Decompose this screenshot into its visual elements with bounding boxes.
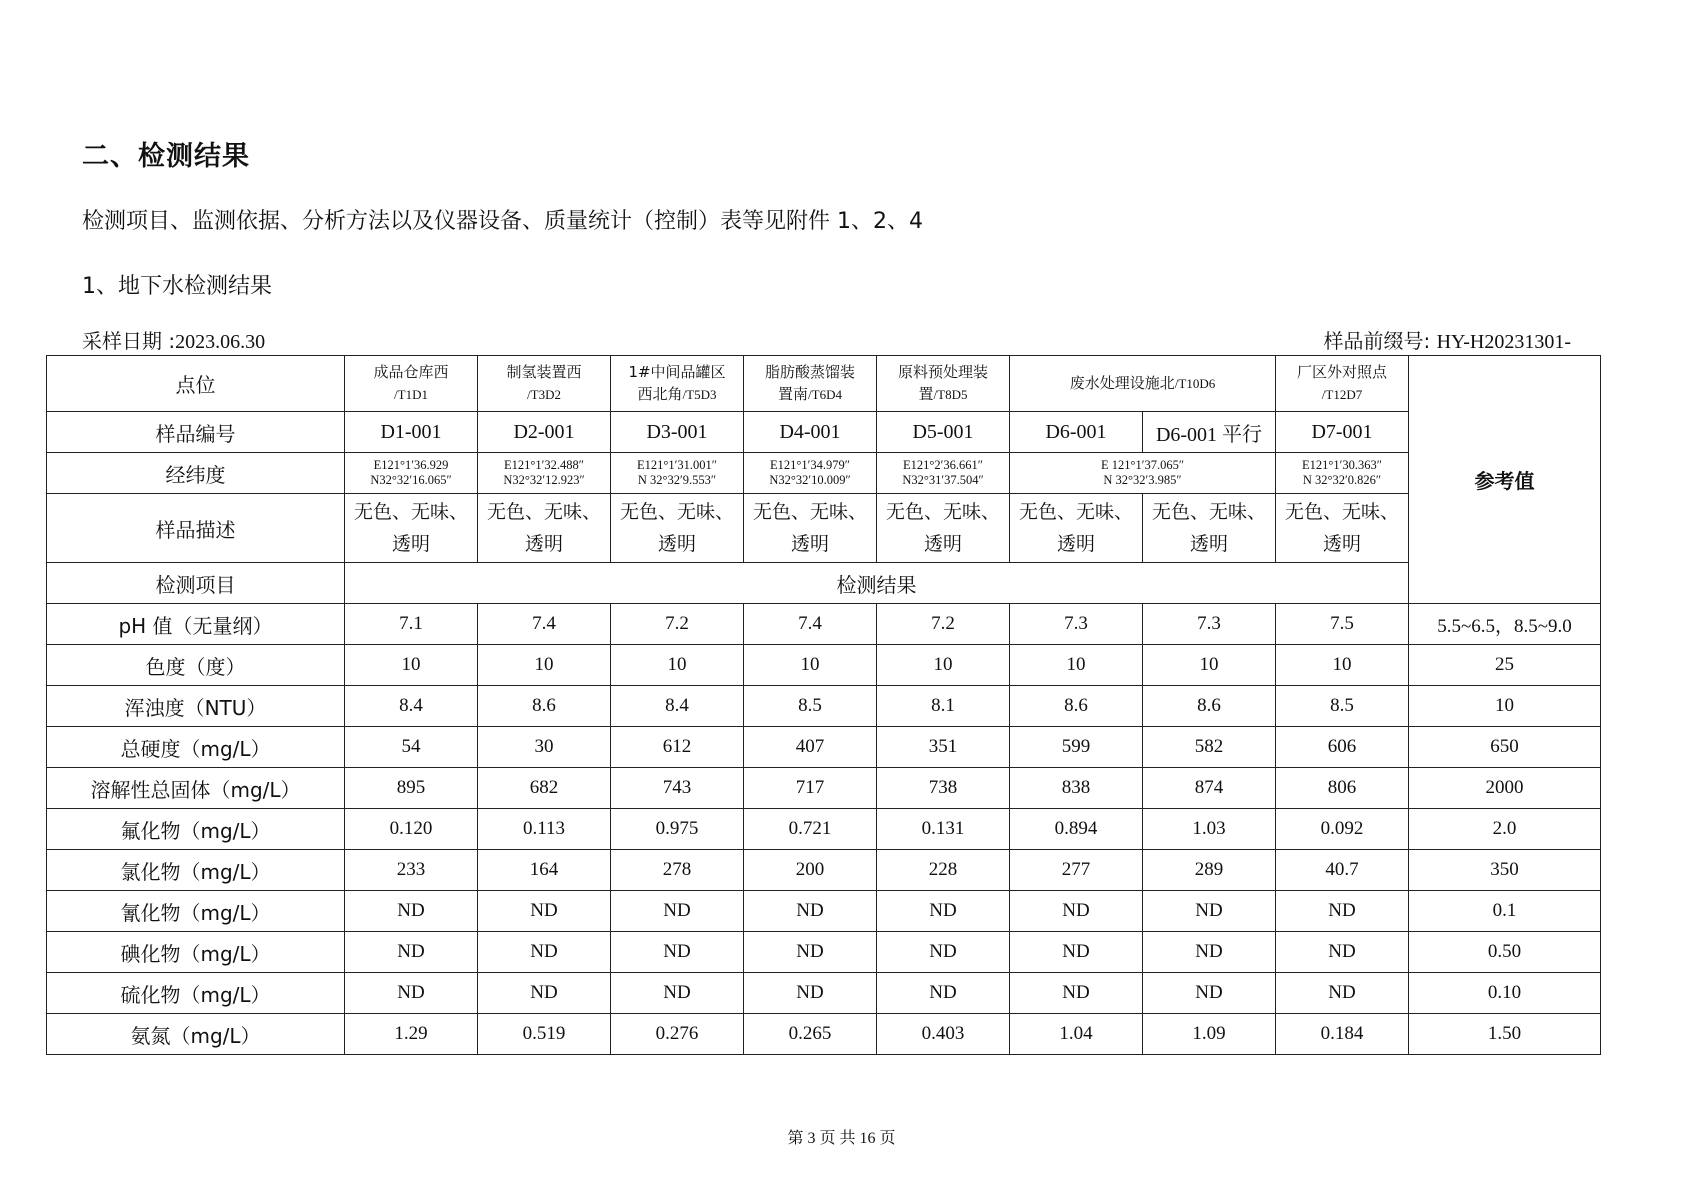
result-cell: ND	[744, 932, 877, 973]
result-cell: 0.265	[744, 1014, 877, 1055]
result-cell: ND	[478, 932, 611, 973]
result-cell: ND	[1143, 973, 1276, 1014]
result-cell: ND	[345, 932, 478, 973]
item-label: 碘化物（mg/L）	[47, 932, 345, 973]
result-cell: 200	[744, 850, 877, 891]
reference-header: 参考值	[1409, 356, 1601, 604]
result-cell: 277	[1010, 850, 1143, 891]
result-cell: 0.894	[1010, 809, 1143, 850]
sample-id-cell: D6-001	[1010, 412, 1143, 453]
result-cell: 0.276	[611, 1014, 744, 1055]
result-cell: ND	[877, 891, 1010, 932]
result-cell: ND	[1276, 891, 1409, 932]
table-row	[47, 686, 1601, 727]
result-cell: 289	[1143, 850, 1276, 891]
result-cell: 10	[1276, 645, 1409, 686]
result-cell: 7.4	[744, 604, 877, 645]
table-row	[47, 932, 1601, 973]
description-cell: 无色、无味、 透明	[1010, 494, 1143, 563]
result-cell: 0.721	[744, 809, 877, 850]
sample-id-cell: D6-001 平行	[1143, 412, 1276, 453]
result-cell: 8.6	[1143, 686, 1276, 727]
sample-prefix-label: 样品前缀号:	[1323, 329, 1437, 353]
result-cell: 8.6	[478, 686, 611, 727]
table-row	[47, 973, 1601, 1014]
result-cell: 1.03	[1143, 809, 1276, 850]
result-cell: 0.113	[478, 809, 611, 850]
item-label: 硫化物（mg/L）	[47, 973, 345, 1014]
result-cell: 10	[744, 645, 877, 686]
result-cell: ND	[1143, 891, 1276, 932]
item-label: pH 值（无量纲）	[47, 604, 345, 645]
description-row	[47, 494, 1601, 563]
location-cell: 制氢装置西 /T3D2	[478, 356, 611, 412]
sample-id-cell: D4-001	[744, 412, 877, 453]
result-cell: 599	[1010, 727, 1143, 768]
location-row	[47, 356, 1601, 412]
result-cell: 10	[1143, 645, 1276, 686]
coords-row	[47, 453, 1601, 494]
table-row	[47, 645, 1601, 686]
result-cell: 8.1	[877, 686, 1010, 727]
location-cell: 厂区外对照点 /T12D7	[1276, 356, 1409, 412]
result-cell: 0.131	[877, 809, 1010, 850]
location-cell: 成品仓库西 /T1D1	[345, 356, 478, 412]
result-cell: 895	[345, 768, 478, 809]
result-cell: 7.3	[1010, 604, 1143, 645]
result-cell: ND	[345, 973, 478, 1014]
results-header: 检测结果	[345, 563, 1409, 604]
table-row	[47, 809, 1601, 850]
reference-cell: 2000	[1409, 768, 1601, 809]
location-cell: 原料预处理装 置/T8D5	[877, 356, 1010, 412]
reference-cell: 2.0	[1409, 809, 1601, 850]
location-cell: 脂肪酸蒸馏装 置南/T6D4	[744, 356, 877, 412]
result-cell: 738	[877, 768, 1010, 809]
result-cell: 7.1	[345, 604, 478, 645]
coords-cell: E121°1′30.363″ N 32°32′0.826″	[1276, 453, 1409, 494]
result-cell: 233	[345, 850, 478, 891]
result-cell: 8.6	[1010, 686, 1143, 727]
result-cell: 0.092	[1276, 809, 1409, 850]
result-cell: 10	[478, 645, 611, 686]
table-row	[47, 850, 1601, 891]
coords-cell: E121°1′34.979″ N32°32′10.009″	[744, 453, 877, 494]
sample-id-cell: D2-001	[478, 412, 611, 453]
result-cell: 8.5	[1276, 686, 1409, 727]
result-cell: 717	[744, 768, 877, 809]
reference-cell: 350	[1409, 850, 1601, 891]
result-cell: 30	[478, 727, 611, 768]
coords-cell: E121°1′32.488″ N32°32′12.923″	[478, 453, 611, 494]
result-cell: 7.4	[478, 604, 611, 645]
result-cell: 7.3	[1143, 604, 1276, 645]
result-cell: 407	[744, 727, 877, 768]
result-cell: 1.04	[1010, 1014, 1143, 1055]
location-cell: 废水处理设施北/T10D6	[1010, 356, 1276, 412]
result-cell: 228	[877, 850, 1010, 891]
result-cell: ND	[744, 973, 877, 1014]
result-cell: 7.2	[877, 604, 1010, 645]
result-cell: 40.7	[1276, 850, 1409, 891]
result-cell: ND	[1010, 891, 1143, 932]
result-cell: 612	[611, 727, 744, 768]
item-label: 氨氮（mg/L）	[47, 1014, 345, 1055]
items-label: 检测项目	[47, 563, 345, 604]
sub-title: 1、地下水检测结果	[82, 274, 272, 299]
reference-cell: 5.5~6.5，8.5~9.0	[1409, 604, 1601, 645]
sample-id-cell: D5-001	[877, 412, 1010, 453]
result-cell: 874	[1143, 768, 1276, 809]
description-cell: 无色、无味、 透明	[611, 494, 744, 563]
result-cell: 8.4	[345, 686, 478, 727]
result-cell: 7.5	[1276, 604, 1409, 645]
result-cell: 0.184	[1276, 1014, 1409, 1055]
reference-cell: 25	[1409, 645, 1601, 686]
result-cell: 0.519	[478, 1014, 611, 1055]
result-cell: 606	[1276, 727, 1409, 768]
description-cell: 无色、无味、 透明	[345, 494, 478, 563]
table-row	[47, 604, 1601, 645]
intro-text: 检测项目、监测依据、分析方法以及仪器设备、质量统计（控制）表等见附件 1、2、4	[82, 209, 923, 234]
result-cell: ND	[478, 891, 611, 932]
result-cell: 0.975	[611, 809, 744, 850]
items-header-row	[47, 563, 1601, 604]
description-cell: 无色、无味、 透明	[1276, 494, 1409, 563]
sample-id-cell: D1-001	[345, 412, 478, 453]
sample-id-label: 样品编号	[47, 412, 345, 453]
description-cell: 无色、无味、 透明	[1143, 494, 1276, 563]
result-cell: 8.5	[744, 686, 877, 727]
result-cell: 1.29	[345, 1014, 478, 1055]
result-cell: ND	[877, 973, 1010, 1014]
result-cell: ND	[611, 891, 744, 932]
sample-date-label: 采样日期 :	[82, 329, 176, 353]
coords-label: 经纬度	[47, 453, 345, 494]
reference-cell: 10	[1409, 686, 1601, 727]
result-cell: 8.4	[611, 686, 744, 727]
result-cell: ND	[1276, 932, 1409, 973]
sample-prefix-value: HY-H20231301-	[1436, 331, 1571, 353]
result-cell: ND	[345, 891, 478, 932]
item-label: 氰化物（mg/L）	[47, 891, 345, 932]
item-label: 浑浊度（NTU）	[47, 686, 345, 727]
result-cell: 351	[877, 727, 1010, 768]
result-cell: 10	[1010, 645, 1143, 686]
result-cell: 1.09	[1143, 1014, 1276, 1055]
sample-id-row	[47, 412, 1601, 453]
coords-cell: E121°1′31.001″ N 32°32′9.553″	[611, 453, 744, 494]
result-cell: 0.403	[877, 1014, 1010, 1055]
reference-cell: 0.10	[1409, 973, 1601, 1014]
sample-date-value: 2023.06.30	[175, 331, 266, 353]
result-cell: ND	[877, 932, 1010, 973]
description-cell: 无色、无味、 透明	[877, 494, 1010, 563]
item-label: 氟化物（mg/L）	[47, 809, 345, 850]
result-cell: 806	[1276, 768, 1409, 809]
reference-cell: 650	[1409, 727, 1601, 768]
page-footer: 第 3 页 共 16 页	[787, 1130, 896, 1147]
result-cell: ND	[611, 932, 744, 973]
result-cell: 682	[478, 768, 611, 809]
item-label: 溶解性总固体（mg/L）	[47, 768, 345, 809]
results-table	[46, 355, 1601, 1055]
result-cell: 10	[611, 645, 744, 686]
description-label: 样品描述	[47, 494, 345, 563]
coords-cell: E121°2′36.661″ N32°31′37.504″	[877, 453, 1010, 494]
table-row	[47, 1014, 1601, 1055]
sample-id-cell: D7-001	[1276, 412, 1409, 453]
result-cell: 7.2	[611, 604, 744, 645]
result-cell: 164	[478, 850, 611, 891]
result-cell: ND	[744, 891, 877, 932]
location-label: 点位	[47, 356, 345, 412]
result-cell: 10	[877, 645, 1010, 686]
result-cell: 54	[345, 727, 478, 768]
result-cell: ND	[478, 973, 611, 1014]
coords-cell: E121°1′36.929 N32°32′16.065″	[345, 453, 478, 494]
description-cell: 无色、无味、 透明	[478, 494, 611, 563]
coords-cell: E 121°1′37.065″ N 32°32′3.985″	[1010, 453, 1276, 494]
sample-id-cell: D3-001	[611, 412, 744, 453]
item-label: 色度（度）	[47, 645, 345, 686]
result-cell: 582	[1143, 727, 1276, 768]
result-cell: 838	[1010, 768, 1143, 809]
result-cell: ND	[1276, 973, 1409, 1014]
result-cell: 0.120	[345, 809, 478, 850]
result-cell: 278	[611, 850, 744, 891]
table-row	[47, 727, 1601, 768]
result-cell: ND	[611, 973, 744, 1014]
reference-cell: 1.50	[1409, 1014, 1601, 1055]
reference-cell: 0.1	[1409, 891, 1601, 932]
result-cell: ND	[1143, 932, 1276, 973]
reference-cell: 0.50	[1409, 932, 1601, 973]
table-row	[47, 768, 1601, 809]
location-cell: 1#中间品罐区 西北角/T5D3	[611, 356, 744, 412]
sample-date	[82, 325, 265, 354]
item-label: 总硬度（mg/L）	[47, 727, 345, 768]
result-cell: ND	[1010, 932, 1143, 973]
item-label: 氯化物（mg/L）	[47, 850, 345, 891]
sample-prefix	[1323, 325, 1571, 354]
table-row	[47, 891, 1601, 932]
result-cell: ND	[1010, 973, 1143, 1014]
result-cell: 743	[611, 768, 744, 809]
section-title: 二、检测结果	[82, 141, 250, 172]
description-cell: 无色、无味、 透明	[744, 494, 877, 563]
result-cell: 10	[345, 645, 478, 686]
